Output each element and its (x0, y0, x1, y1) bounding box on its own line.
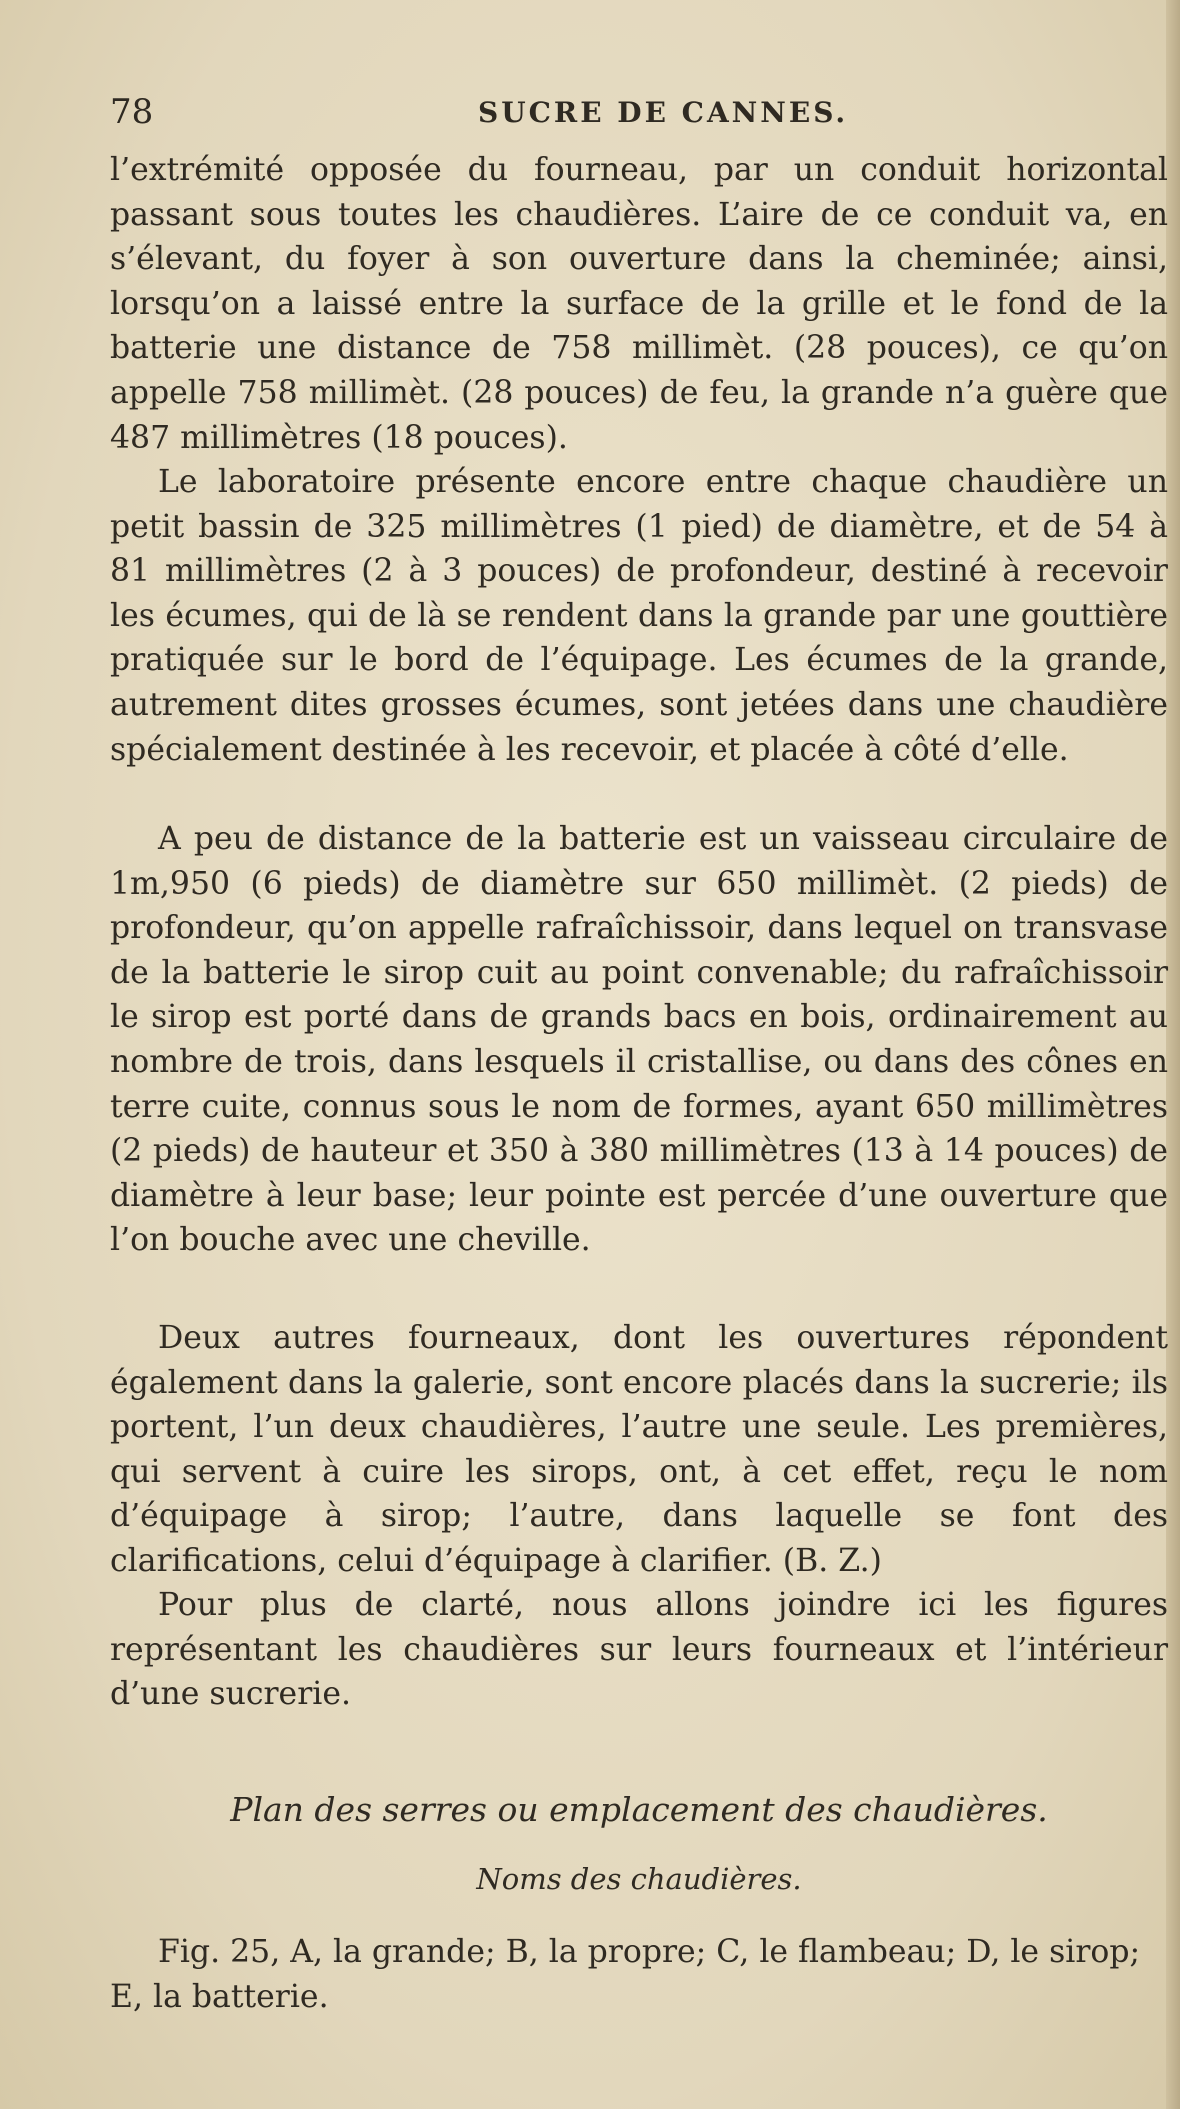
paragraph-rafraichissoir: A peu de distance de la batterie est un vaisseau circulaire de 1m,950 (6 pieds) de diamètre sur 650 millimèt. (2 pieds) de profondeur, qu’on appelle rafraîchissoir, dans lequel on transvase de la batterie le sirop cuit au point convenable; du rafraîchissoir le sirop est porté dans de grands bacs en bois, ordinairement au nombre de trois, dans lesquels il cristallise, ou dans des cônes en terre cuite, connus sous le nom de formes, ayant 650 millimètres (2 pieds) de hauteur et 350 à 380 millimètres (13 à 14 pouces) de diamètre à leur base; leur pointe est percée d’une ouverture que l’on bouche avec une cheville. (110, 821, 1168, 1259)
paragraph-figures-intro: Pour plus de clarté, nous allons joindre ici les figures représentant les chaudières sur leurs fourneaux et l’intérieur d’une sucrerie. (110, 1587, 1168, 1713)
section-heading-plan: Plan des serres ou emplacement des chaudières. (230, 1790, 1048, 1829)
body-text (110, 148, 1168, 1717)
figure-caption: Fig. 25, A, la grande; B, la propre; C, le flambeau; D, le sirop; E, la batterie. (110, 1934, 1141, 2015)
paragraph-furnace-conduit: l’extrémité opposée du fourneau, par un conduit horizontal passant sous toutes les chaudières. L’aire de ce conduit va, en s’élevant, du foyer à son ouverture dans la cheminée; ainsi, lorsqu’on a laissé entre la surface de la grille et le fond de la batterie une distance de 758 millimèt. (28 pouces), ce qu’on appelle 758 millimèt. (28 pouces) de feu, la grande n’a guère que 487 millimètres (18 pouces). (110, 152, 1168, 456)
running-head-title: SUCRE DE CANNES. (478, 96, 849, 129)
page-gutter (1166, 0, 1180, 2109)
paragraph-autres-fourneaux: Deux autres fourneaux, dont les ouvertures répondent également dans la galerie, sont encore placés dans la sucrerie; ils portent, l’un deux chaudières, l’autre une seule. Les premières, qui servent à cuire les sirops, ont, à cet effet, reçu le nom d’équipage à sirop; l’autre, dans laquelle se font des clarifications, celui d’équipage à clarifier. (B. Z.) (110, 1320, 1168, 1579)
paragraph-laboratoire: Le laboratoire présente encore entre chaque chaudière un petit bassin de 325 millimètres (1 pied) de diamètre, et de 54 à 81 millimètres (2 à 3 pouces) de profondeur, destiné à recevoir les écumes, qui de là se rendent dans la grande par une gouttière pratiquée sur le bord de l’équipage. Les écumes de la grande, autrement dites grosses écumes, sont jetées dans une chaudière spécialement destinée à les recevoir, et placée à côté d’elle. (110, 464, 1168, 768)
subheading-noms: Noms des chaudières. (476, 1862, 802, 1896)
running-head (110, 92, 1170, 142)
page-number: 78 (110, 92, 154, 132)
